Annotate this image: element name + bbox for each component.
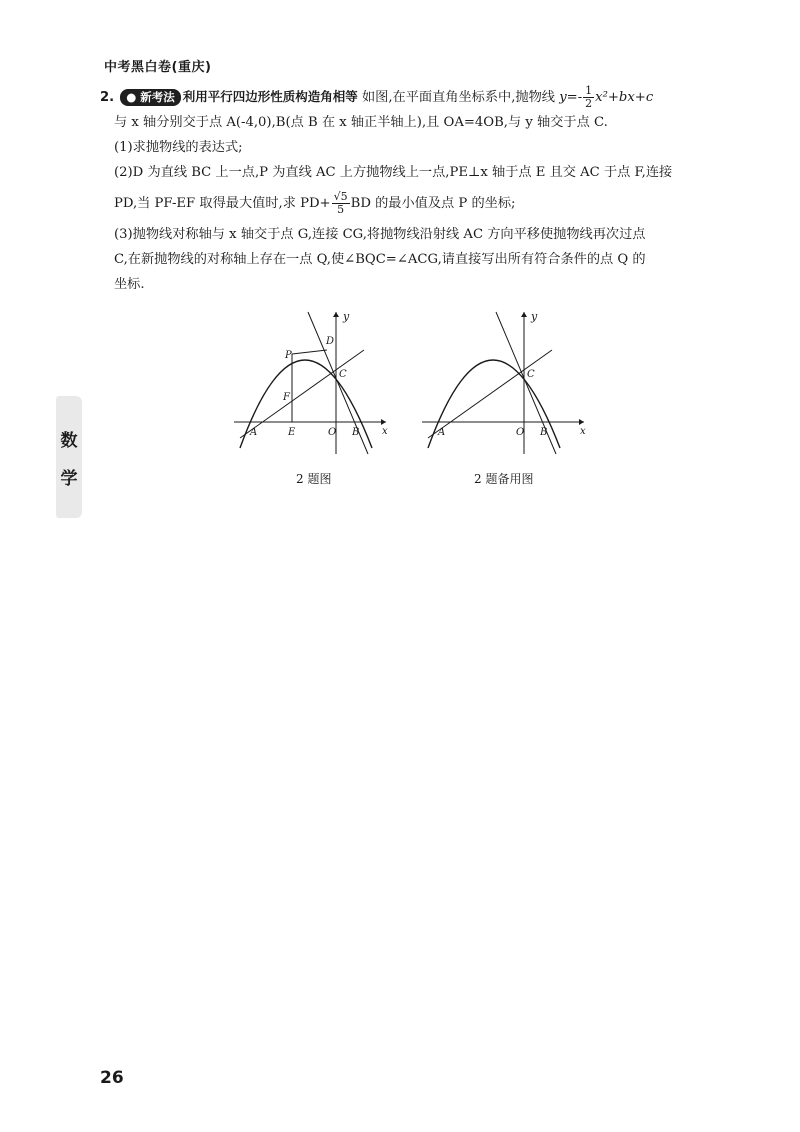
- badge-label: 新考法: [140, 90, 175, 104]
- problem-line-1: [100, 84, 730, 110]
- label-C: C: [339, 369, 347, 380]
- label-C: C: [527, 369, 535, 380]
- new-method-badge: [120, 89, 181, 106]
- book-header: 中考黑白卷(重庆): [104, 60, 212, 75]
- label-y: y: [531, 310, 538, 323]
- equation-fraction: [583, 85, 594, 110]
- y-axis-arrow: [333, 312, 339, 317]
- bulb-icon: ●: [126, 90, 137, 104]
- x-axis-arrow: [579, 419, 584, 425]
- fraction-denominator: 2: [585, 97, 593, 110]
- subject-side-tab: [56, 396, 82, 518]
- label-A: A: [250, 427, 258, 438]
- label-P: P: [285, 350, 292, 361]
- problem-intro: 如图,在平面直角坐标系中,抛物线: [361, 90, 555, 105]
- figure-backup: [420, 308, 590, 458]
- figure-backup-caption: 2 题备用图: [474, 472, 534, 486]
- label-x: x: [382, 426, 388, 437]
- problem-block: [100, 84, 730, 297]
- y-axis-arrow: [521, 312, 527, 317]
- part2-text-2: BD 的最小值及点 P 的坐标;: [350, 196, 516, 211]
- label-B: B: [540, 427, 548, 438]
- part2-fraction-numerator: √5: [333, 190, 348, 203]
- problem-part-3b: C,在新抛物线的对称轴上存在一点 Q,使∠BQC=∠ACG,请直接写出所有符合条件的点 Q 的: [114, 252, 646, 267]
- problem-part-3a: (3)抛物线对称轴与 x 轴交于点 G,连接 CG,将抛物线沿射线 AC 方向平移使抛物线再次过点: [114, 227, 646, 242]
- problem-part-2b: [100, 191, 730, 216]
- line-AC: [428, 350, 552, 438]
- part2-fraction-denominator: 5: [337, 203, 345, 216]
- x-axis-arrow: [381, 419, 386, 425]
- problem-line-2: 与 x 轴分别交于点 A(-4,0),B(点 B 在 x 轴正半轴上),且 OA=4OB,与 y 轴交于点 C.: [114, 115, 608, 130]
- problem-part-2a: (2)D 为直线 BC 上一点,P 为直线 AC 上方抛物线上一点,PE⊥x 轴于点 E 且交 AC 于点 F,连接: [114, 165, 673, 180]
- label-D: D: [326, 336, 335, 347]
- side-tab-char-2: 学: [60, 469, 78, 489]
- equation-tail: x²+bx+c: [595, 90, 654, 105]
- line-AC: [240, 350, 364, 438]
- problem-part-1: (1)求抛物线的表达式;: [114, 140, 243, 155]
- label-x: x: [580, 426, 586, 437]
- label-O: O: [516, 427, 525, 438]
- fraction-numerator: 1: [585, 84, 593, 97]
- segment-PD: [292, 350, 327, 354]
- problem-part-3c: 坐标.: [114, 277, 145, 292]
- page-number: 26: [100, 1068, 124, 1088]
- side-tab-char-1: 数: [60, 431, 78, 451]
- problem-topic: 利用平行四边形性质构造角相等: [182, 89, 358, 104]
- label-A: A: [438, 427, 446, 438]
- label-y: y: [343, 310, 350, 323]
- label-F: F: [283, 392, 290, 403]
- label-E: E: [288, 427, 296, 438]
- label-O: O: [328, 427, 337, 438]
- part2-fraction: [332, 191, 350, 216]
- problem-number: 2.: [100, 90, 115, 105]
- equation-y: y: [559, 90, 567, 105]
- label-B: B: [352, 427, 360, 438]
- equation-eq: =-: [566, 90, 583, 105]
- part2-text-1: PD,当 PF-EF 取得最大值时,求 PD+: [114, 196, 331, 211]
- figure-main-caption: 2 题图: [296, 472, 332, 486]
- figure-main: [232, 308, 392, 458]
